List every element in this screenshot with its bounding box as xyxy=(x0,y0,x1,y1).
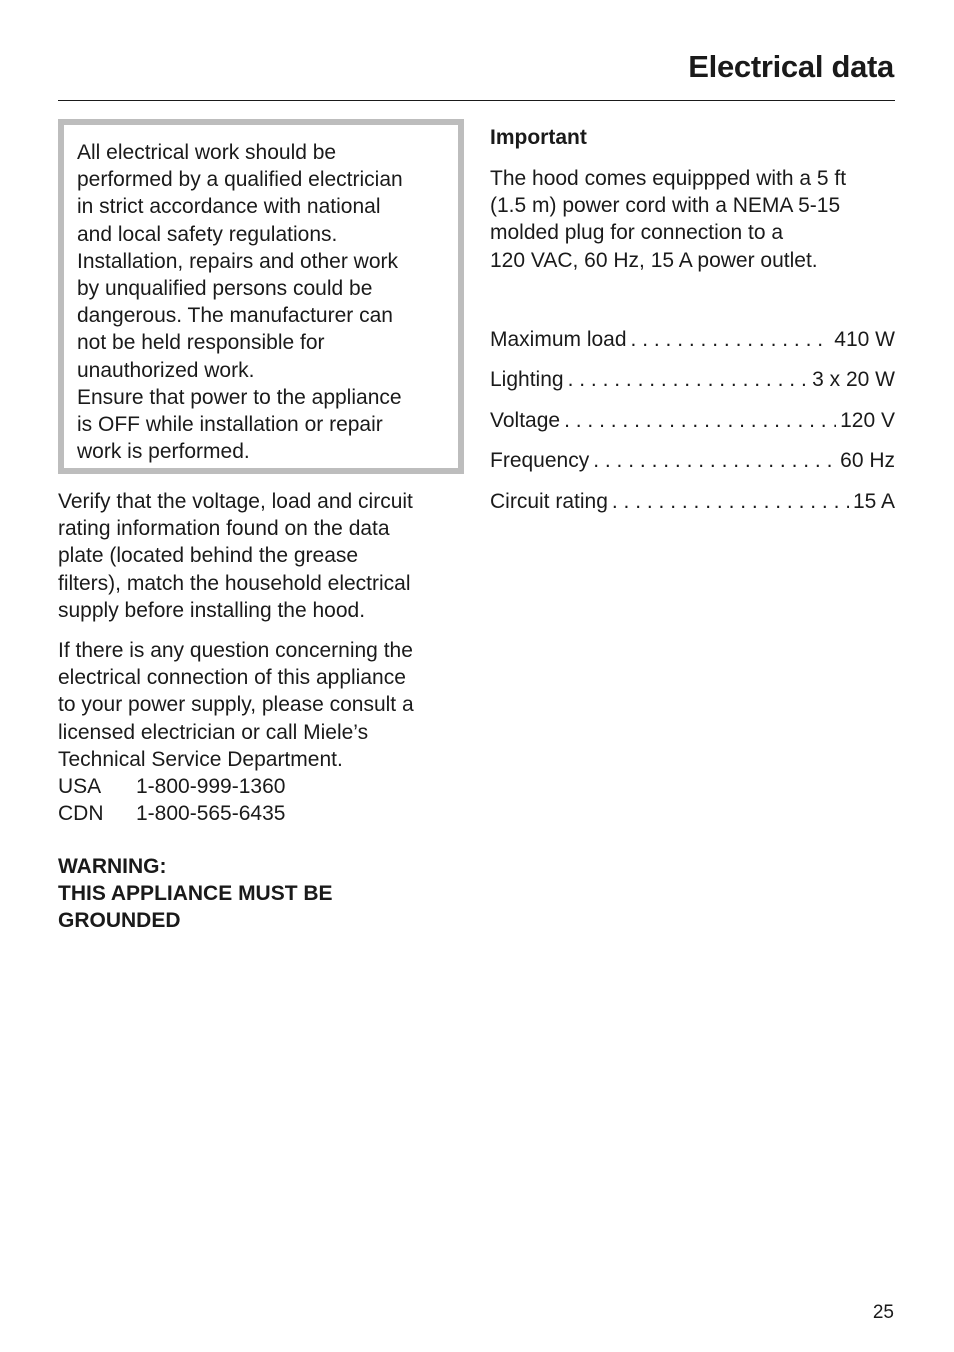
spec-list xyxy=(490,326,895,528)
notice-line: Installation, repairs and other work xyxy=(77,249,398,273)
phone-country: USA xyxy=(58,775,102,799)
spec-row-lighting xyxy=(490,366,895,406)
grounding-warning xyxy=(58,853,458,935)
notice-line: not be held responsible for xyxy=(77,331,325,355)
verify-paragraph xyxy=(58,488,458,624)
notice-line: and local safety regulations. xyxy=(77,222,338,246)
phone-country: CDN xyxy=(58,802,104,826)
warning-line: WARNING: xyxy=(58,855,167,878)
notice-line: performed by a qualified electrician xyxy=(77,168,403,192)
notice-line: unauthorized work. xyxy=(77,358,255,382)
dot-leader xyxy=(568,366,809,393)
paragraph-line: rating information found on the data xyxy=(58,517,390,541)
spec-value: 3 x 20 W xyxy=(812,368,895,392)
notice-line: work is performed. xyxy=(77,440,250,464)
spec-value: 120 V xyxy=(840,408,895,432)
paragraph-line: Verify that the voltage, load and circuit xyxy=(58,490,413,513)
spec-label: Frequency xyxy=(490,449,590,473)
paragraph-line: filters), match the household electrical xyxy=(58,571,411,595)
phone-number: 1-800-565-6435 xyxy=(136,802,286,826)
important-heading: Important xyxy=(490,126,587,149)
left-column xyxy=(58,119,464,474)
paragraph-line: molded plug for connection to a xyxy=(490,221,784,245)
paragraph-line: (1.5 m) power cord with a NEMA 5-15 xyxy=(490,194,841,218)
power-cord-paragraph xyxy=(490,165,895,274)
spec-value: 60 Hz xyxy=(840,449,895,473)
spec-label: Voltage xyxy=(490,408,561,432)
notice-text xyxy=(77,139,445,465)
dot-leader xyxy=(593,447,836,474)
spec-value: 410 W xyxy=(834,328,895,351)
paragraph-line: If there is any question concerning the xyxy=(58,639,413,662)
paragraph-line: to your power supply, please consult a xyxy=(58,693,414,717)
notice-line: is OFF while installation or repair xyxy=(77,413,383,437)
spec-row-circuit-rating xyxy=(490,488,895,528)
notice-line: Ensure that power to the appliance xyxy=(77,385,402,409)
header-divider xyxy=(58,100,895,101)
phone-row-usa xyxy=(58,773,458,800)
spec-row-maximum-load xyxy=(490,326,895,366)
notice-line: by unqualified persons could be xyxy=(77,277,373,301)
safety-notice-box xyxy=(58,119,464,474)
dot-leader xyxy=(631,326,831,353)
paragraph-line: The hood comes equippped with a 5 ft xyxy=(490,167,847,190)
spec-value: 15 A xyxy=(852,489,895,513)
paragraph-line: licensed electrician or call Miele’s xyxy=(58,720,369,744)
notice-line: dangerous. The manufacturer can xyxy=(77,304,393,328)
spec-row-frequency xyxy=(490,447,895,487)
phone-number: 1-800-999-1360 xyxy=(136,775,286,799)
contact-paragraph xyxy=(58,637,458,827)
paragraph-line: supply before installing the hood. xyxy=(58,598,366,622)
phone-row-cdn xyxy=(58,800,458,827)
spec-label: Circuit rating xyxy=(490,489,608,513)
paragraph-line: electrical connection of this appliance xyxy=(58,666,406,690)
spec-row-voltage xyxy=(490,407,895,447)
page-number: 25 xyxy=(872,1302,894,1323)
dot-leader xyxy=(564,407,836,434)
paragraph-line: Technical Service Department. xyxy=(58,747,343,771)
dot-leader xyxy=(612,488,849,515)
spec-label: Lighting xyxy=(490,368,564,392)
page-title: Electrical data xyxy=(688,49,894,84)
warning-line: THIS APPLIANCE MUST BE xyxy=(58,882,333,906)
warning-line: GROUNDED xyxy=(58,909,181,933)
notice-line: in strict accordance with national xyxy=(77,195,381,219)
paragraph-line: plate (located behind the grease xyxy=(58,544,359,568)
spec-label: Maximum load xyxy=(490,328,627,351)
paragraph-line: 120 VAC, 60 Hz, 15 A power outlet. xyxy=(490,248,818,272)
right-column xyxy=(490,124,895,274)
notice-line: All electrical work should be xyxy=(77,141,337,164)
